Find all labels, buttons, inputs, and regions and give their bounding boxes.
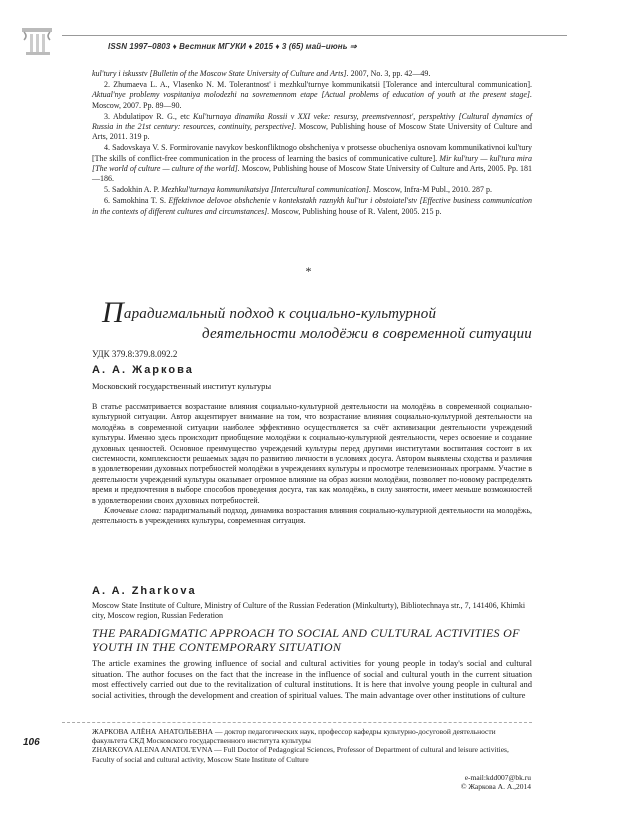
article-title-ru [102,296,532,344]
abstract-ru-text: В статье рассматривается возрастание влияния социально-культурной деятельности на молодёжь в современной социально-культурной ситуации. Автор акцентирует внимание на том, что возрастание влияния социально-культурной деятельности на молодёжь в современной ситуации наиболее эффективно осуществляется за счёт активизации деятельности учреждений культуры. Именно здесь происходит приобщение молодёжи к социально-культурной деятельности, через освоение и создание духовных ценностей. Основное преимущество учреждений культуры перед другими институтами воспитания состоит в их системности, комплексности решаемых задач по развитию личности в условиях досуга. Автором выявлены сходства и различия в удовлетворении духовных потребностей молодёжи в учреждениях культуры и просмотре телевизионных программ. Участие в деятельности учреждений культуры оказывает огромное влияние на образ жизни молодёжи, позволяет по-новому распределять время и предпочтения в выборе способов проведения досуга, так как молодёжь, в силу занятости, имеет меньше возможностей в удовлетворении своих духовных потребностей. [92,402,532,505]
reference-item: 2. Zhumaeva L. A., Vlasenko N. M. Tolerantnost' i mezhkul'turnye kommunikatsii [Tolerance and intercultural communication]. Aktual'nye problemy vospitaniya molodezhi na sovremennom etape [Actual problems of education of youth at the present stage]. Moscow, 2007. Pp. 89—90. [92,80,532,110]
author-email[interactable]: e-mail:kdd007@bk.ru [464,773,531,782]
author-en: A. A. Zharkova [92,585,197,597]
title-line-2: деятельности молодёжи в современной ситуации [201,326,532,342]
author-footnote [92,727,532,764]
column-logo-icon [20,22,56,58]
reference-item: 6. Samokhina T. S. Effektivnoe delovoe obshchenie v kontekstakh raznykh kul'tur i obstoiatel'stv [Effective business communication in the contexts of different cultures and circumstances]. Moscow, Publishing house of R. Valent, 2005. 215 p. [92,196,532,216]
footnote-ru: ЖАРКОВА АЛЁНА АНАТОЛЬЕВНА — доктор педагогических наук, профессор кафедры культурно-досуговой деятельности факультета СКД Московского государственного института культуры [92,727,496,746]
author-ru: А. А. Жаркова [92,364,194,376]
footnote-rule [62,722,532,723]
article-title-en: THE PARADIGMATIC APPROACH TO SOCIAL AND CULTURAL ACTIVITIES OF YOUTH IN THE CONTEMPORARY SITUATION [92,626,520,654]
abstract-ru [92,402,532,527]
page-number: 106 [23,737,40,748]
reference-item: 4. Sadovskaya V. S. Formirovanie navykov beskonfliktnogo obshcheniya v protsesse obucheniya osnovam kommunikativnoi kul'tury [The skills of conflict-free communication in the process of learning the basics of communicative culture]. Mir kul'tury — kul'tura mira [The world of culture — culture of the world]. Moscow, Publishing house of Moscow State University of Culture and Arts, 2005. Pp. 181—186. [92,143,532,184]
title-initial-cap: П [102,296,124,329]
abstract-en: The article examines the growing influence of social and cultural activities for young people in today's social and cultural situation. The author focuses on the fact that the increase in the influence of social and cultural youth in the current situation most effectively carried out due to the revitalization of cultural institutions. It is here that involve young people in cultural and social activities, through the development and creation of spiritual values. The main advantage over other institutions of culture [92,658,532,700]
footnote-en: ZHARKOVA ALENA ANATOL'EVNA — Full Doctor of Pedagogical Sciences, Professor of Department of cultural and leisure activities, Faculty of social and cultural activity, Moscow State Institute of Culture [92,745,509,764]
affiliation-ru: Московский государственный институт культуры [92,381,272,391]
reference-item: 5. Sadokhin A. P. Mezhkul'turnaya kommunikatsiya [Intercultural communication]. Moscow, Infra-M Publ., 2010. 287 p. [104,185,492,195]
header-rule [62,35,567,36]
keywords-label: Ключевые слова: [104,506,162,516]
contact-block [461,773,531,791]
reference-item: kul'tury i iskusstv [Bulletin of the Moscow State University of Culture and Arts]. 2007, No. 3, pp. 42—49. [92,69,431,78]
udk-code: УДК 379.8:379.8.092.2 [92,349,178,359]
reference-list [92,69,532,218]
copyright: © Жаркова А. А.,2014 [460,782,531,792]
reference-item: 3. Abdulatipov R. G., etc Kul'turnaya dinamika Rossii v XXI veke: resursy, preemstvennost', perspektivy [Cultural dynamics of Russia in the 21st century: resources, continuity, perspective]. Moscow, Publishing house of Moscow State University of Culture and Arts, 2011. 319 p. [92,111,532,142]
keywords-text: парадигмальный подход, динамика возрастания влияния социально-культурной деятельности на молодёжь, деятельность в учреждениях культуры, современная ситуация. [92,506,532,526]
affiliation-en: Moscow State Institute of Culture, Ministry of Culture of the Russian Federation (Minkulturty), Bibliotechnaya str., 7, 141406, Khimki city, Moscow region, Russian Federation [92,601,526,620]
running-head: ISSN 1997–0803 ♦ Вестник МГУКИ ♦ 2015 ♦ 3 (65) май–июнь ⇒ [108,42,357,51]
section-separator: * [305,264,312,278]
page-header [20,22,610,50]
title-line-1: арадигмальный подход к социально-культурной [123,306,437,322]
